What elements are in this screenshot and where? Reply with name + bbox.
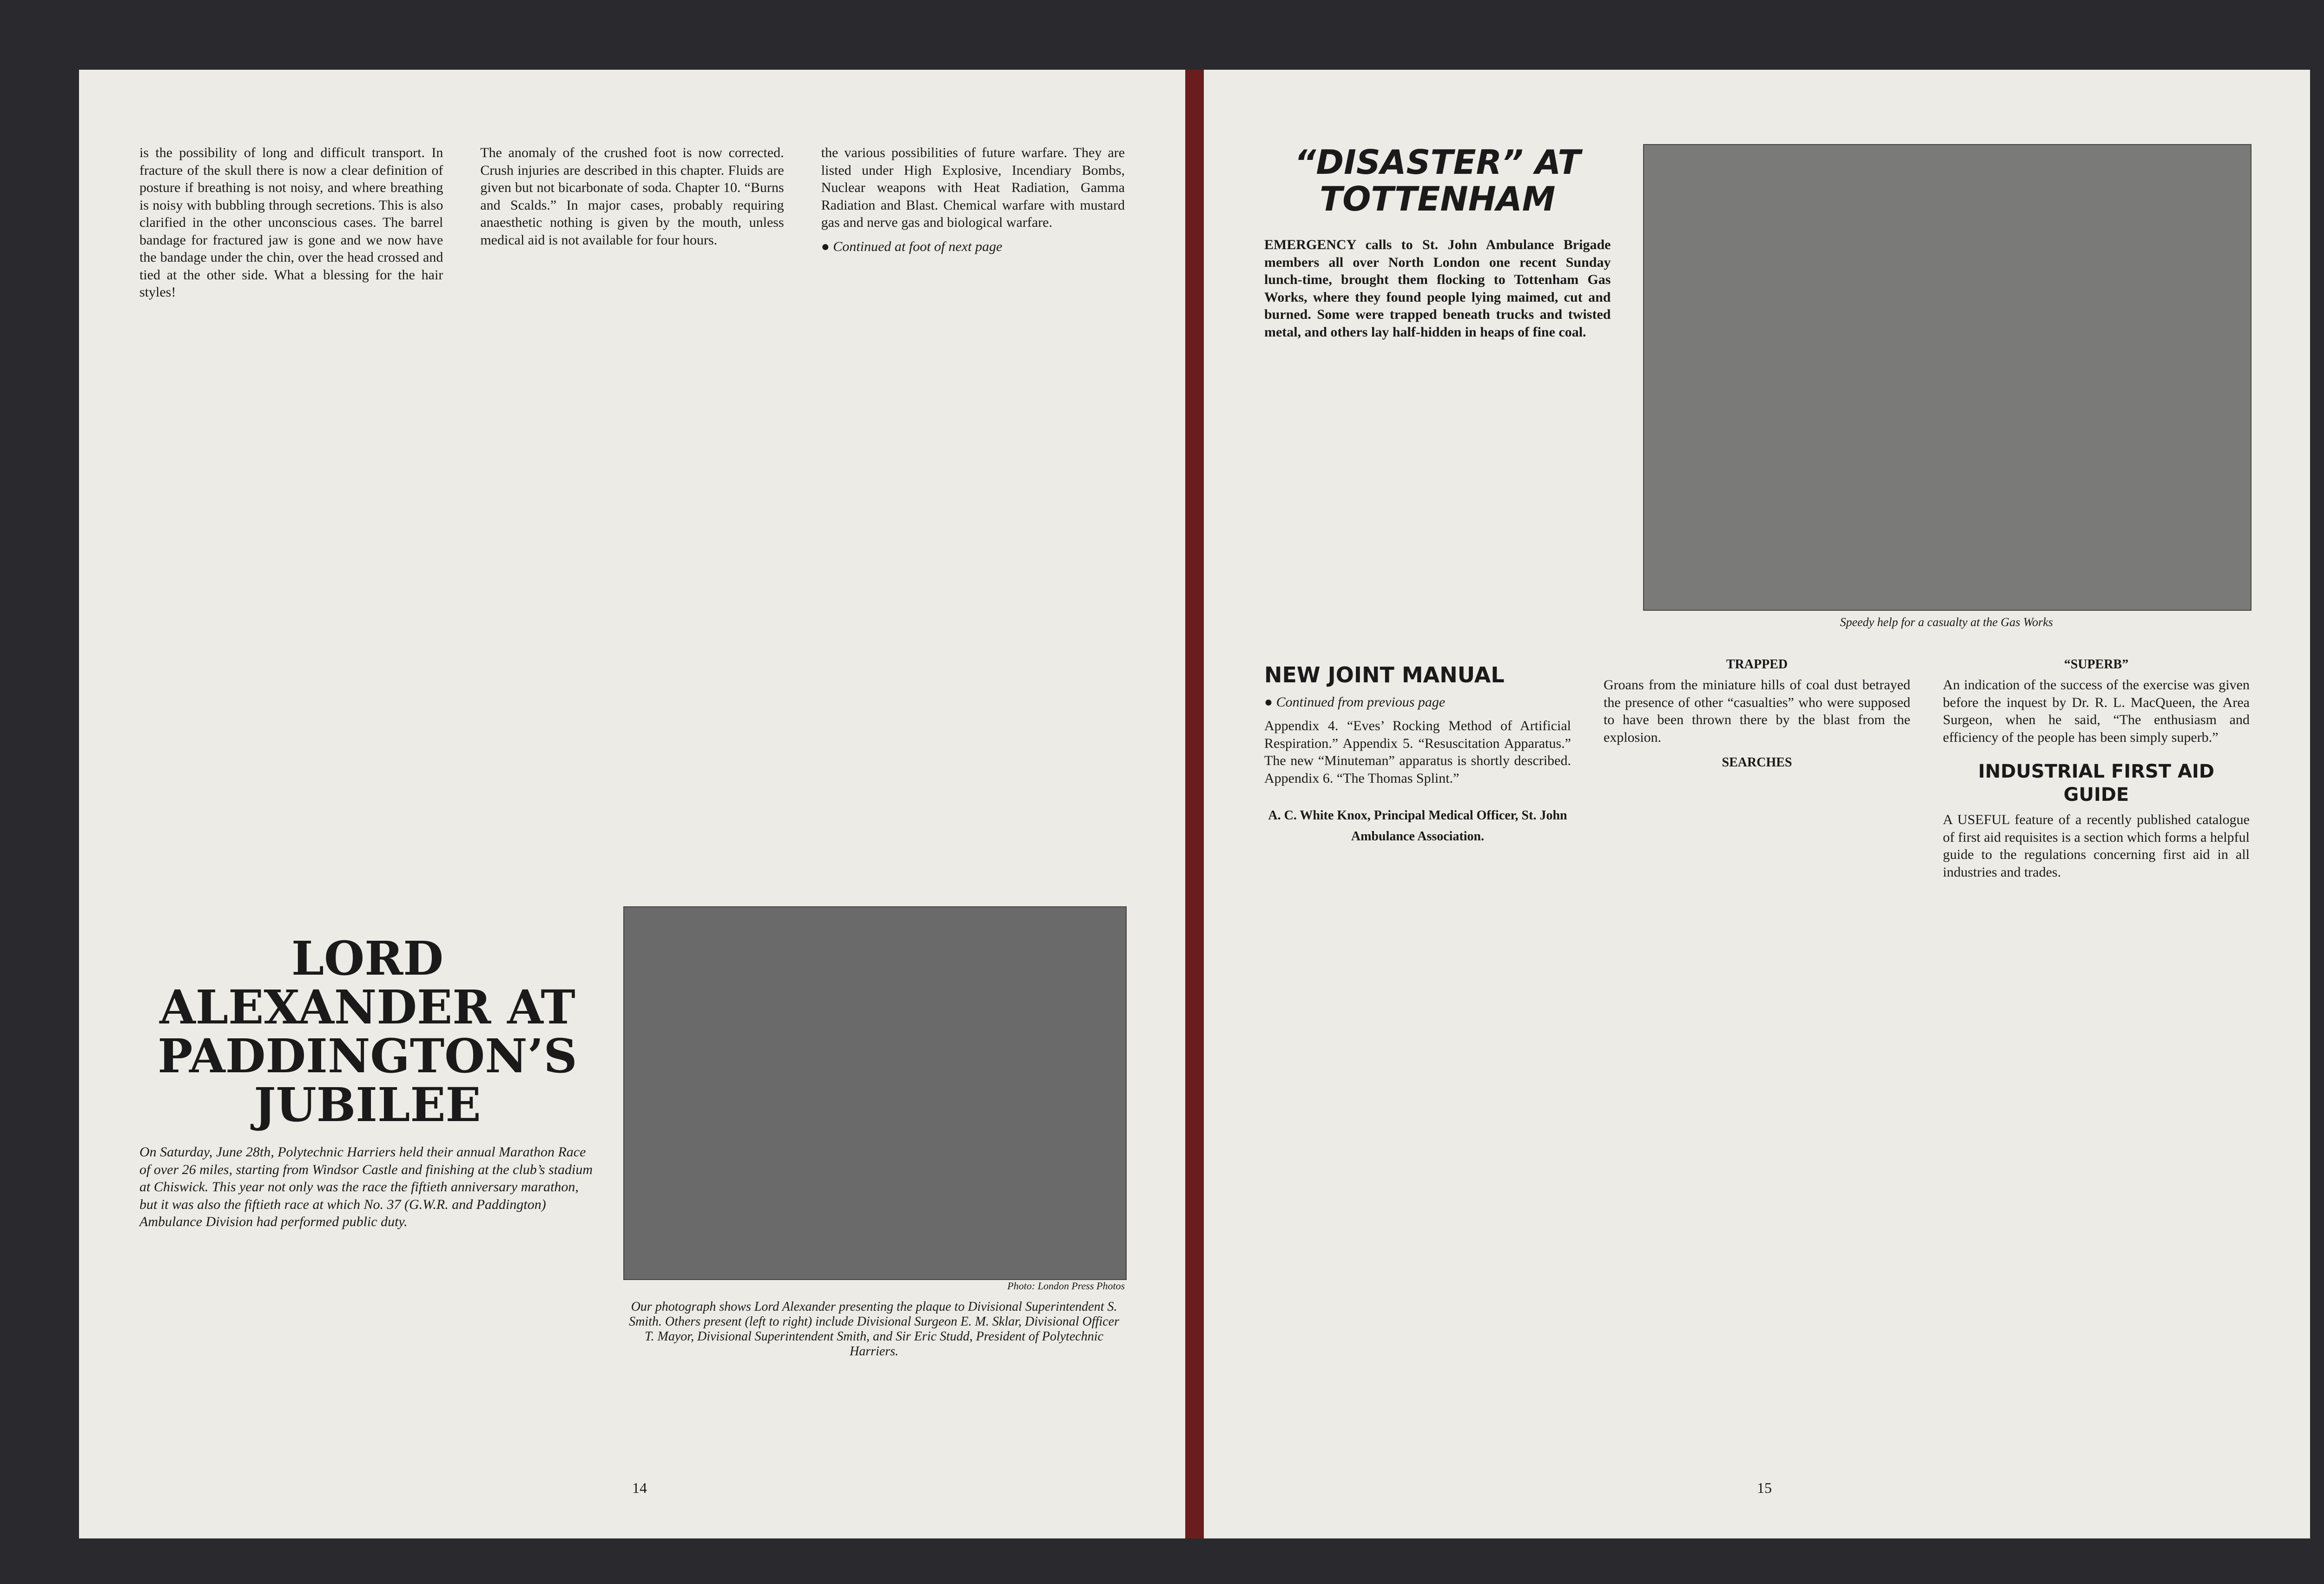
gas-works-caption: Speedy help for a casualty at the Gas Works (1840, 615, 2053, 629)
left-page (79, 70, 1185, 1538)
gas-works-photo (1643, 144, 2251, 611)
page-number-15: 15 (1757, 1479, 1772, 1496)
tottenham-title: “DISASTER” AT TOTTENHAM (1294, 143, 1581, 219)
alexander-story (139, 906, 1125, 1372)
magazine-spread (79, 70, 2310, 1538)
superb-head: “SUPERB” (2064, 657, 2129, 672)
page-number-14: 14 (632, 1479, 647, 1496)
manual-col (1264, 648, 1571, 887)
industrial-title: INDUSTRIAL FIRST AID GUIDE (1978, 761, 2215, 805)
tottenham-top (1264, 144, 2250, 629)
alexander-caption: Our photograph shows Lord Alexander presenting the plaque to Divisional Superintendent S. Smith. Others present (left to right) include Divisional Surgeon E. M. Sklar, Divisional Officer T. Mayor, Divisional Superintendent Smith, and Sir Eric Studd, President of Polytechnic Harriers. (629, 1300, 1119, 1359)
manual-title: NEW JOINT MANUAL (1264, 662, 1505, 687)
alexander-body: On Saturday, June 28th, Polytechnic Harriers held their annual Marathon Race of over 26 miles, starting from Windsor Castle and finishing at the club’s stadium at Chiswick. This year not only was the race the fiftieth anniversary marathon, but it was also the fiftieth race at which No. 37 (G.W.R. and Paddington) Ambulance Division had performed public duty. (139, 1144, 593, 1229)
right-lower (1264, 648, 2250, 887)
left-col-3: the various possibilities of future warfare. They are listed under High Explosive, Incendiary Bombs, Nuclear weapons with Heat Radiation, Gamma Radiation and Blast. Chemical warfare with mustard gas and nerve gas and biological warfare. ● Continued at foot of next page (821, 144, 1125, 888)
tottenham-figure (1643, 144, 2250, 629)
manual-text: Appendix 4. “Eves’ Rocking Method of Artificial Respiration.” Appendix 5. “Resuscitation Apparatus.” The new “Minuteman” apparatus is shortly described. Appendix 6. “The Thomas Splint.” (1264, 718, 1571, 786)
alexander-text (139, 906, 595, 1372)
alexander-figure (623, 906, 1125, 1372)
right-page (1204, 70, 2310, 1538)
photo-credit: Photo: London Press Photos (1007, 1280, 1125, 1292)
tottenham-intro-col (1264, 144, 1611, 629)
superb-text: An indication of the success of the exercise was given before the inquest by Dr. R. L. MacQueen, the Area Surgeon, when he said, “The enthusiasm and efficiency of the people has been simply superb.” (1943, 677, 2250, 745)
alexander-headline: LORD ALEXANDER AT PADDINGTON’S JUBILEE (158, 931, 577, 1132)
trapped-col (1604, 648, 1910, 887)
superb-col (1943, 648, 2250, 887)
signoff: A. C. White Knox, Principal Medical Officer, St. John Ambulance Association. (1268, 808, 1567, 844)
trapped-head: TRAPPED (1726, 657, 1788, 672)
industrial-text: A USEFUL feature of a recently published catalogue of first aid requisites is a section which forms a helpful guide to the regulations concerning first aid in all industries and trades. (1943, 812, 2250, 880)
alexander-photo (623, 906, 1127, 1280)
gutter (1185, 70, 1204, 1538)
tottenham-intro: EMERGENCY calls to St. John Ambulance Brigade members all over North London one recent Sunday lunch-time, brought them flocking to Tottenham Gas Works, where they found people lying maimed, cut and burned. Some were trapped beneath trucks and twisted metal, and others lay half-hidden in heaps of fine coal. (1264, 237, 1611, 340)
searches-head: SEARCHES (1722, 755, 1792, 770)
manual-subtitle: ● Continued from previous page (1264, 694, 1446, 710)
left-col-2: The anomaly of the crushed foot is now corrected. Crush injuries are described in this chapter. Fluids are given but not bicarbonate of soda. Chapter 10. “Burns and Scalds.” In major cases, probably requiring anaesthetic nothing is given by the mouth, unless medical aid is not available for four hours. (480, 145, 784, 248)
left-columns (139, 144, 1125, 888)
left-col-1: is the possibility of long and difficult transport. In fracture of the skull there is now a clear definition of posture if breathing is not noisy, and where breathing is noisy with bubbling through secretions. This is also clarified in the other unconscious cases. The barrel bandage for fractured jaw is gone and we now have the bandage under the chin, over the head crossed and tied at the other side. What a blessing for the hair styles! (139, 145, 443, 300)
continued-note: ● Continued at foot of next page (821, 238, 1003, 254)
trapped-text: Groans from the miniature hills of coal dust betrayed the presence of other “casualties” who were supposed to have been thrown there by the blast from the explosion. (1604, 677, 1910, 745)
